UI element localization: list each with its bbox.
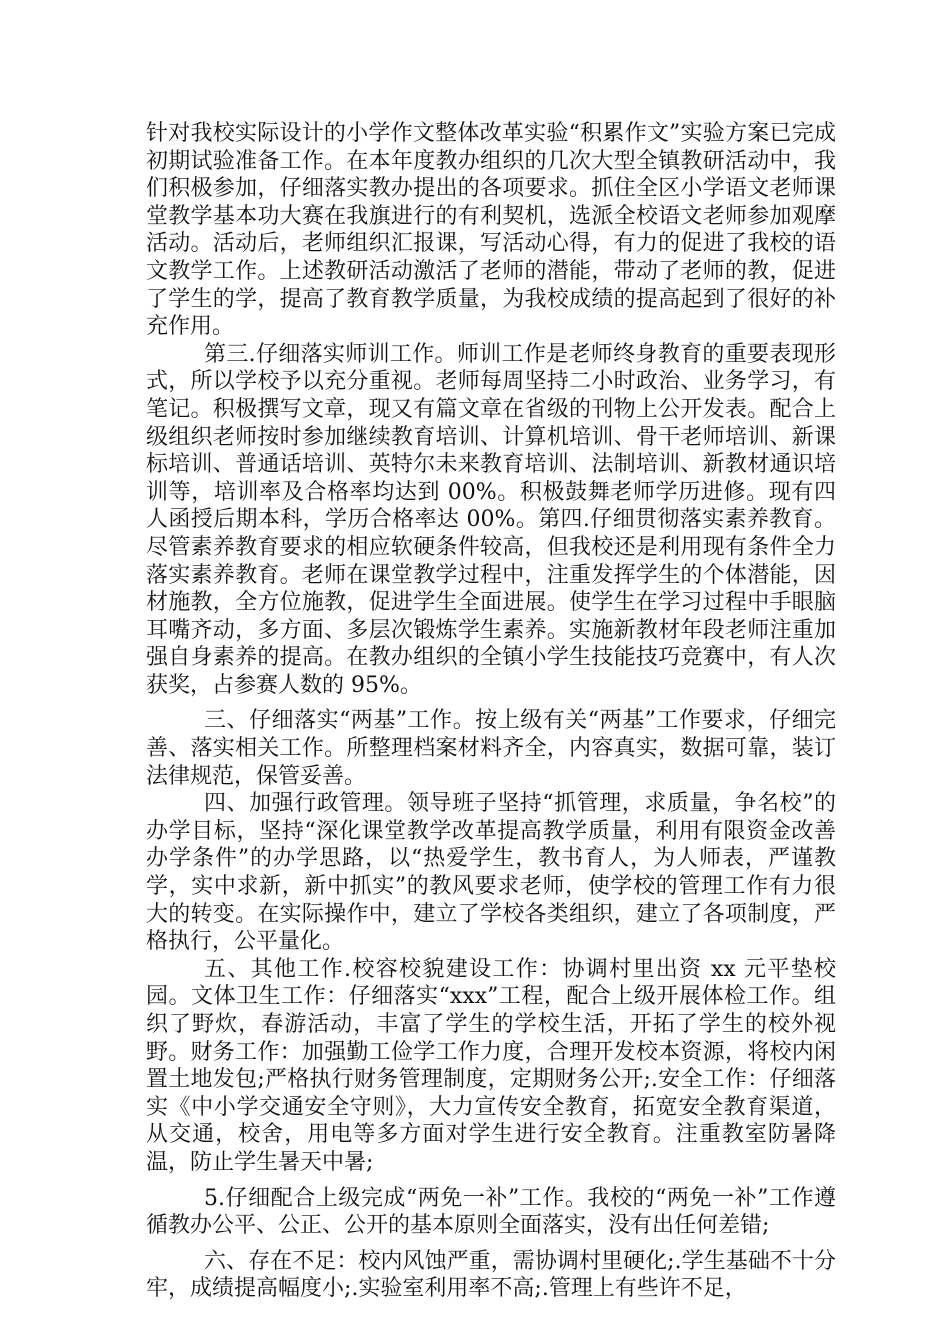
document-body [146,120,836,1303]
paragraph-administration: 四、加强行政管理。领导班子坚持“抓管理，求质量，争名校”的办学目标，坚持“深化课堂教学改革提高教学质量，利用有限资金改善办学条件”的办学思路，以“热爱学生，教书育人，为人师表，严谨教学，实中求新，新中抓实”的教风要求老师，使学校的管理工作有力很大的转变。在实际操作中，建立了学校各类组织，建立了各项制度，严格执行，公平量化。 [146,791,836,955]
paragraph-liangji-work: 三、仔细落实“两基”工作。按上级有关“两基”工作要求，仔细完善、落实相关工作。所整理档案材料齐全，内容真实，数据可靠，装订法律规范，保管妥善。 [146,708,836,789]
paragraph-teacher-training: 第三.仔细落实师训工作。师训工作是老师终身教育的重要表现形式，所以学校予以充分重视。老师每周坚持二小时政治、业务学习，有笔记。积极撰写文章，现又有篇文章在省级的刊物上公开发表。配合上级组织老师按时参加继续教育培训、计算机培训、骨干老师培训、新课标培训、普通话培训、英特尔未来教育培训、法制培训、新教材通识培训等，培训率及合格率均达到 00%。积极鼓舞老师学历进修。现有四人函授后期本科，学历合格率达 00%。第四.仔细贯彻落实素养教育。尽管素养教育要求的相应软硬条件较高，但我校还是利用现有条件全力落实素养教育。老师在课堂教学过程中，注重发挥学生的个体潜能，因材施教，全方位施教，促进学生全面进展。使学生在学习过程中手眼脑耳嘴齐动，多方面、多层次锻炼学生素养。实施新教材年段老师注重加强自身素养的提高。在教办组织的全镇小学生技能技巧竞赛中，有人次获奖，占参赛人数的 95%。 [146,341,836,698]
paragraph-shortcomings: 六、存在不足：校内风蚀严重，需协调村里硬化;.学生基础不十分牢，成绩提高幅度小;.实验室利用率不高;.管理上有些许不足， [146,1248,836,1302]
paragraph-teaching-research: 针对我校实际设计的小学作文整体改革实验“积累作文”实验方案已完成初期试验准备工作。在本年度教办组织的几次大型全镇教研活动中，我们积极参加，仔细落实教办提出的各项要求。抓住全区小学语文老师课堂教学基本功大赛在我旗进行的有利契机，选派全校语文老师参加观摩活动。活动后，老师组织汇报课，写活动心得，有力的促进了我校的语文教学工作。上述教研活动激活了老师的潜能，带动了老师的教，促进了学生的学，提高了教育教学质量，为我校成绩的提高起到了很好的补充作用。 [146,121,836,340]
paragraph-liangmian-yibu: 5.仔细配合上级完成“两免一补”工作。我校的“两免一补”工作遵循教办公平、公正、公开的基本原则全面落实，没有出任何差错; [146,1185,836,1239]
paragraph-other-work: 五、其他工作.校容校貌建设工作：协调村里出资 xx 元平垫校园。文体卫生工作：仔细落实“xxx”工程，配合上级开展体检工作。组织了野炊，春游活动，丰富了学生的学校生活，开拓了学生的校外视野。财务工作：加强勤工俭学工作力度，合理开发校本资源，将校内闲置土地发包;严格执行财务管理制度，定期财务公开;.安全工作：仔细落实《中小学交通安全守则》，大力宣传安全教育，拓宽安全教育渠道，从交通，校舍，用电等多方面对学生进行安全教育。注重教室防暑降温，防止学生暑天中暑; [146,956,836,1175]
